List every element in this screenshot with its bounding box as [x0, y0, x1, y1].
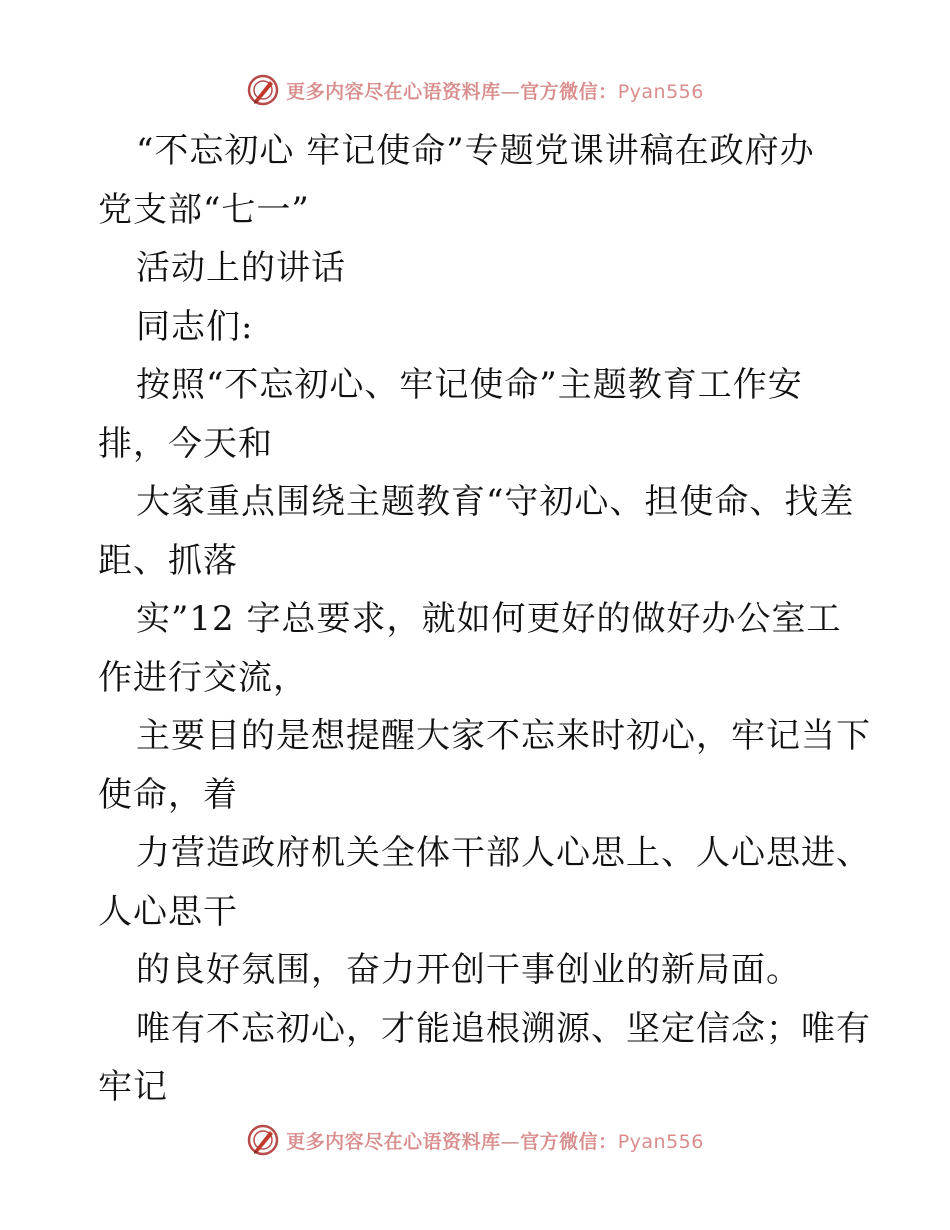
text-line: 活动上的讲话 — [136, 248, 346, 288]
text-line: 唯有不忘初心，才能追根溯源、坚定信念；唯有 — [136, 1008, 871, 1049]
text-line: 人心思干 — [98, 891, 238, 932]
document-body — [98, 122, 871, 1117]
salutation: 同志们: — [136, 306, 254, 347]
watermark-text: 更多内容尽在心语资料库—官方微信：Pyan556 — [286, 80, 704, 103]
text-line: “不忘初心 牢记使命”专题党课讲稿在政府办 — [136, 131, 815, 171]
pen-logo-icon — [246, 1123, 280, 1157]
text-line: 按照“不忘初心、牢记使命”主题教育工作安 — [136, 365, 803, 405]
text-line: 使命，着 — [98, 774, 238, 815]
text-line: 大家重点围绕主题教育“守初心、担使命、找差 — [136, 482, 855, 522]
pen-logo-icon — [246, 73, 280, 107]
text-line: 牢记 — [98, 1067, 168, 1107]
header-watermark — [0, 70, 950, 110]
text-line: 主要目的是想提醒大家不忘来时初心，牢记当下 — [136, 716, 871, 756]
text-line: 实”12 字总要求，就如何更好的做好办公室工 — [136, 599, 842, 639]
text-line: 作进行交流， — [98, 657, 308, 698]
footer-watermark — [0, 1120, 950, 1160]
text-line: 党支部“七一” — [98, 189, 310, 230]
text-line: 的良好氛围，奋力开创干事创业的新局面。 — [136, 950, 801, 990]
text-line: 距、抓落 — [98, 540, 238, 581]
text-line: 排，今天和 — [98, 423, 273, 464]
watermark-text: 更多内容尽在心语资料库—官方微信：Pyan556 — [286, 1130, 704, 1153]
text-line: 力营造政府机关全体干部人心思上、人心思进、 — [136, 833, 871, 873]
